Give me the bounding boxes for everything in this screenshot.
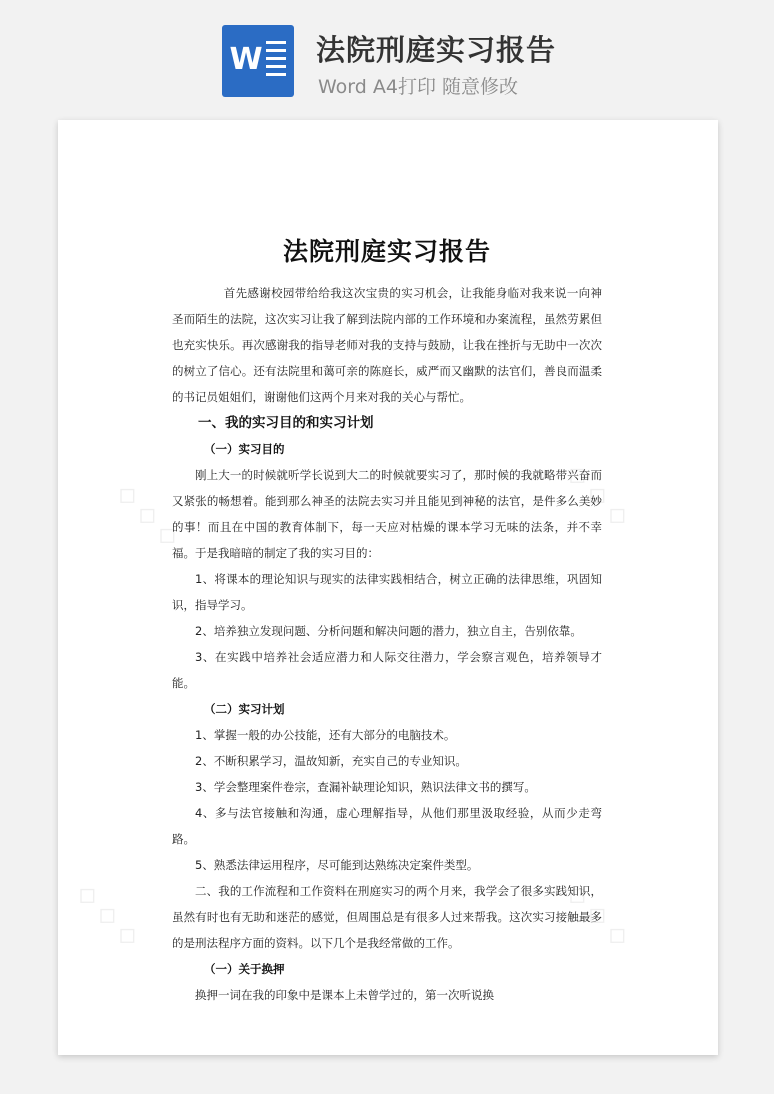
document-title: 法院刑庭实习报告 <box>282 237 491 266</box>
list-item: 4、多与法官接触和沟通，虚心理解指导，从他们那里汲取经验，从而少走弯路。 <box>172 806 602 846</box>
list-item: 1、掌握一般的办公技能，还有大部分的电脑技术。 <box>195 728 456 742</box>
watermark: ◇ ◇ ◇ <box>560 877 636 953</box>
list-item: 2、不断积累学习，温故知新，充实自己的专业知识。 <box>195 754 467 768</box>
section-heading: 一、我的实习目的和实习计划 <box>198 415 374 431</box>
body-paragraph: 换押一词在我的印象中是课本上未曾学过的，第一次听说换 <box>195 988 494 1002</box>
list-item: 2、培养独立发现问题、分析问题和解决问题的潜力，独立自主，告别依靠。 <box>195 624 582 638</box>
word-icon-lines <box>266 41 286 81</box>
intro-paragraph: 首先感谢校园带给给我这次宝贵的实习机会，让我能身临对我来说一向神圣而陌生的法院，这次实习让我了解到法院内部的工作环境和办案流程，虽然劳累但也充实快乐。再次感谢我的指导老师对我的支持与鼓励，让我在挫折与无助中一次次的树立了信心。还有法院里和蔼可亲的陈庭长，威严而又幽默的法官们，善良而温柔的书记员姐姐们，谢谢他们这两个月来对我的关心与帮忙。 <box>172 286 602 404</box>
body-paragraph: 二、我的工作流程和工作资料在刑庭实习的两个月来，我学会了很多实践知识，虽然有时也有无助和迷茫的感觉，但周围总是有很多人过来帮我。这次实习接触最多的是刑法程序方面的资料。以下几个是我经常做的工作。 <box>172 884 602 950</box>
list-item: 3、学会整理案件卷宗，查漏补缺理论知识，熟识法律文书的撰写。 <box>195 780 536 794</box>
watermark: ◇ ◇ ◇ <box>110 477 186 553</box>
banner-title: 法院刑庭实习报告 <box>316 33 557 67</box>
list-item: 5、熟悉法律运用程序，尽可能到达熟练决定案件类型。 <box>195 858 479 872</box>
list-item: 3、在实践中培养社会适应潜力和人际交往潜力，学会察言观色，培养领导才能。 <box>172 650 602 690</box>
subsection-heading: （二）实习计划 <box>204 702 285 716</box>
watermark: ◇ ◇ ◇ <box>560 457 636 533</box>
banner-subtitle: Word A4打印 随意修改 <box>318 76 519 98</box>
body-paragraph: 刚上大一的时候就听学长说到大二的时候就要实习了，那时候的我就略带兴奋而又紧张的畅想着。能到那么神圣的法院去实习并且能见到神秘的法官，是件多么美妙的事！而且在中国的教育体制下，每一天应对枯燥的课本学习无味的法条，并不幸福。于是我暗暗的制定了我的实习目的： <box>172 468 602 560</box>
subsection-heading: （一）实习目的 <box>204 442 285 456</box>
subsection-heading: （一）关于换押 <box>204 962 285 976</box>
watermark: ◇ ◇ ◇ <box>70 877 146 953</box>
banner-header <box>0 0 774 110</box>
list-item: 1、将课本的理论知识与现实的法律实践相结合，树立正确的法律思维，巩固知识，指导学习。 <box>172 572 602 612</box>
word-document-icon <box>222 25 294 97</box>
document-body <box>172 280 602 1008</box>
word-icon-letter: W <box>229 42 263 77</box>
